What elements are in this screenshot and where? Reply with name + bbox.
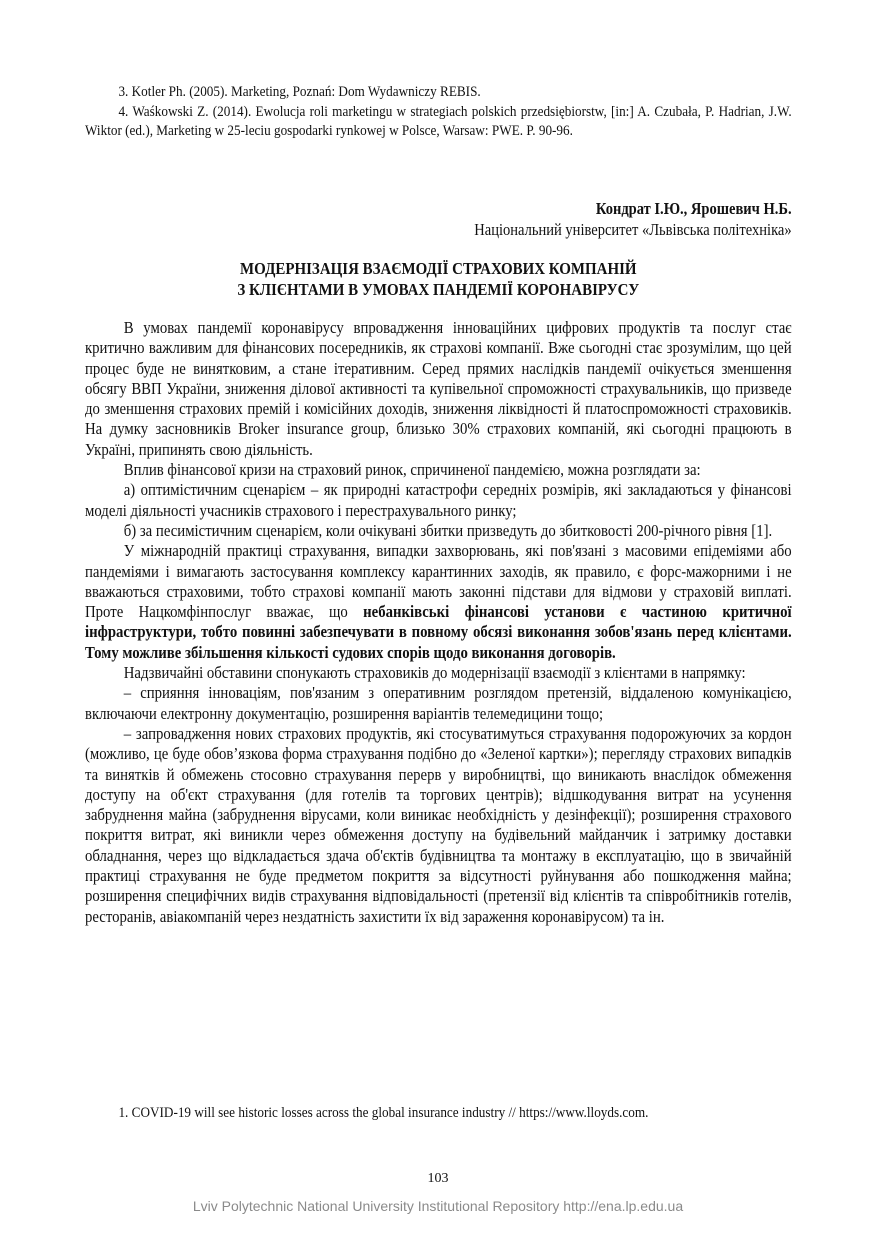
title-line: З КЛІЄНТАМИ В УМОВАХ ПАНДЕМІЇ КОРОНАВІРУСУ [237, 279, 640, 299]
list-item: – сприяння інноваціям, пов'язаним з оперативним розглядом претензій, віддаленою комунікацією, включаючи електронну документацію, розширення варіантів телемедицини тощо; [85, 683, 792, 723]
paragraph: В умовах пандемії коронавірусу впровадження інноваційних цифрових продуктів та послуг стає критично важливим для фінансових посередників, як страхові компанії. Вже сьогодні стає зрозумілим, що цей процес буде не винятковим, а стане ітеративним. Серед прямих наслідків пандемії очікується зменшення обсягу ВВП України, зниження ділової активності та купівельної спроможності страхувальників, що призведе до зменшення страхових премій і комісійних доходів, зниження ліквідності й платоспроможності страховиків. На думку засновників Broker insurance group, близько 30% страхових компаній, які сьогодні працюють в Україні, припинять свою діяльність. [85, 318, 792, 459]
reference-item: 4. Waśkowski Z. (2014). Ewolucja roli marketingu w strategiach polskich przedsiębiorstw, [in:] A. Czubała, P. Hadrian, J.W. Wiktor (ed.), Marketing w 25-leciu gospodarki rynkowej w Polsce, Warsaw: PWE. P. 90-96. [85, 103, 792, 139]
title-line: МОДЕРНІЗАЦІЯ ВЗАЄМОДІЇ СТРАХОВИХ КОМПАНІЙ [240, 259, 637, 278]
page-number: 103 [427, 1171, 449, 1186]
paragraph-bold-text: небанківські фінансові установи є частиною критичної інфраструктури, тобто повинні забезпечувати в повному обсязі виконання зобов'язань перед клієнтами. Тому можливе збільшення кількості судових спорів щодо виконання договорів. [85, 602, 792, 662]
paragraph: Надзвичайні обставини спонукають страховиків до модернізації взаємодії з клієнтами в напрямку: [123, 663, 746, 683]
footnote: 1. COVID-19 will see historic losses across the global insurance industry // https://www.lloyds.com. [118, 1105, 649, 1121]
article-body [85, 318, 792, 927]
article-title [85, 259, 792, 300]
authors: Кондрат І.Ю., Ярошевич Н.Б. [595, 199, 792, 218]
article-header [85, 198, 792, 240]
previous-references [85, 83, 792, 142]
paragraph: б) за песимістичним сценарієм, коли очікувані збитки призведуть до збитковості 200-річного рівня [1]. [123, 520, 773, 540]
paragraph [85, 541, 792, 663]
paragraph: Вплив фінансової кризи на страховий ринок, спричиненої пандемією, можна розглядати за: [123, 460, 701, 480]
paragraph-text: У міжнародній практиці страхування, випадки захворювань, які пов'язані з масовими епідеміями або пандеміями і вимагають застосування комплексу карантинних заходів, як правило, є форс-мажорними і не вважаються страховими, тобто страхові компанії мають законні підстави для відмови у страховій виплаті. Проте Нацкомфінпослуг вважає, що [85, 541, 792, 622]
reference-item: 3. Kotler Ph. (2005). Marketing, Poznań: Dom Wydawniczy REBIS. [118, 84, 481, 100]
affiliation: Національний університет «Львівська політехніка» [474, 220, 792, 239]
repository-footer: Lviv Polytechnic National University Institutional Repository http://ena.lp.edu.ua [192, 1198, 684, 1214]
paragraph: а) оптимістичним сценарієм – як природні катастрофи середніх розмірів, які закладаються у фінансові моделі діяльності учасників страхового і перестрахувального ринку; [85, 480, 792, 520]
list-item: – запровадження нових страхових продуктів, які стосуватимуться страхування подорожуючих за кордон (можливо, це буде обов’язкова форма страхування подібно до «Зеленої картки»); перегляду страхових випадків та винятків й обмежень стосовно страхування перерв у виробництві, що виникають внаслідок обмеження доступу на об'єкт страхування (для готелів та торгових центрів); відшкодування витрат на усунення забруднення майна (забруднення вірусами, коли виникає необхідність у дезінфекції); розширення страхового покриття витрат, які виникли через обмеження доступу на будівельний майданчик і затримку доставки обладнання, через що відкладається здача об'єктів будівництва та монтажу в експлуатацію, що в звичайній практиці страхування не буде предметом покриття за відсутності руйнування або пошкодження майна; розширення специфічних видів страхування відповідальності (претензії від клієнтів та співробітників готелів, ресторанів, авіакомпаній через нездатність захистити їх від зараження коронавірусом) та ін. [85, 723, 792, 926]
